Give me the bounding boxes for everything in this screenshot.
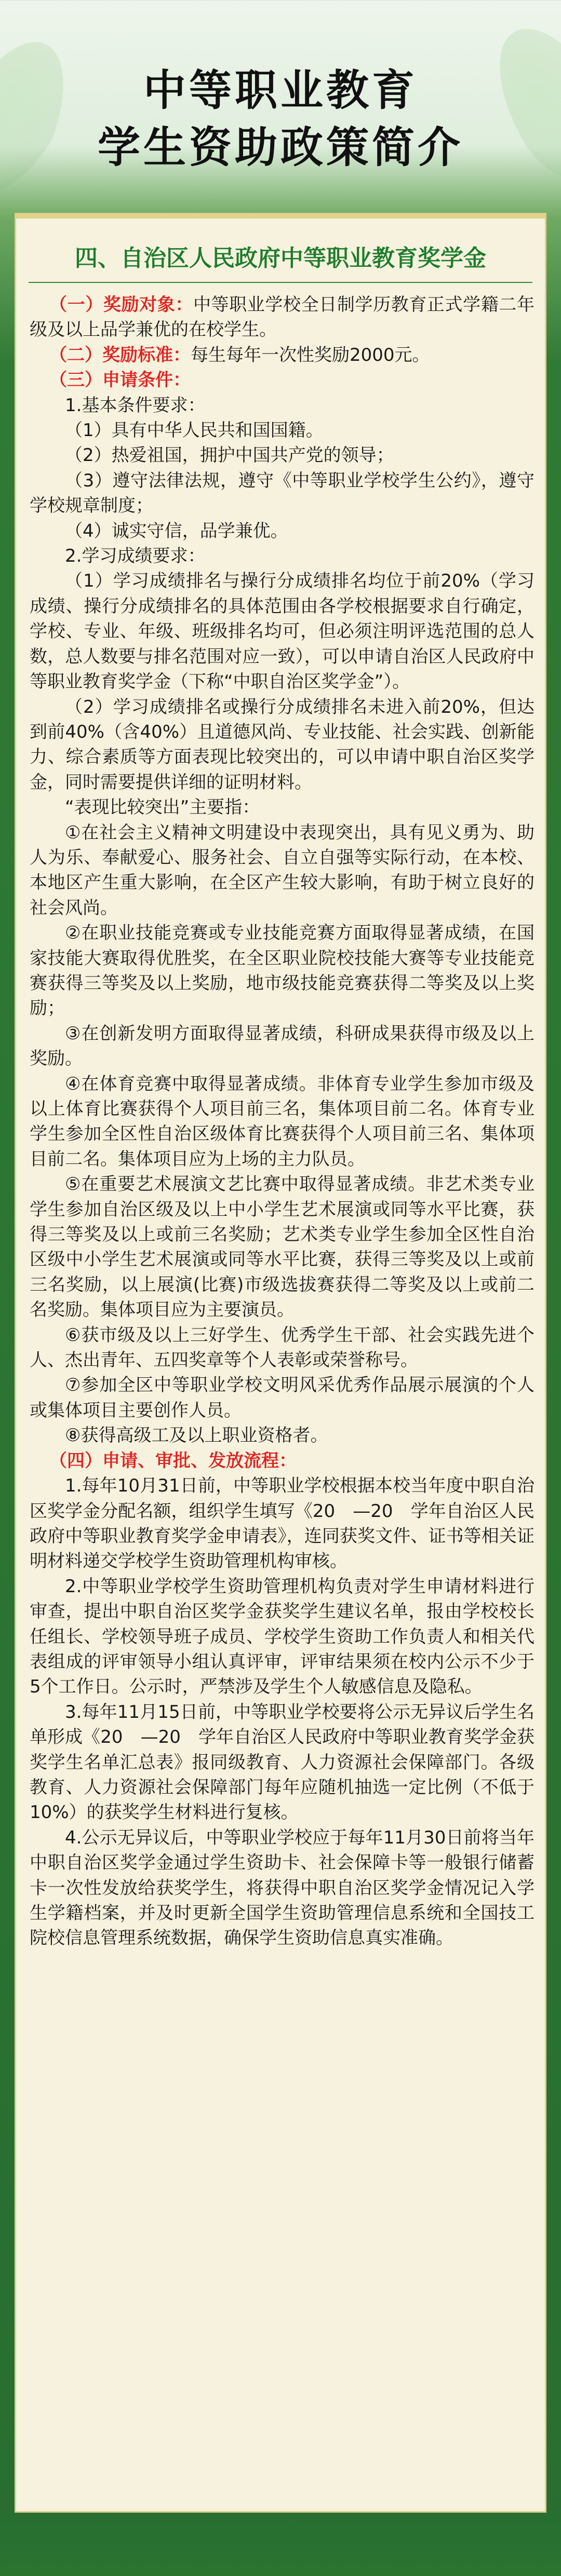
outstanding-item: ⑦参加全区中等职业学校文明风采优秀作品展示展演的个人或集体项目主要创作人员。 xyxy=(30,1375,535,1421)
label-award-target: （一）奖励对象： xyxy=(49,294,193,315)
outstanding-item: ⑤在重要艺术展演文艺比赛中取得显著成绩。非艺术类专业学生参加自治区级及以上中小学生艺术展演或同等水平比赛，获得三等奖及以上或前三名奖励；艺术类专业学生参加全区性自治区级中小学生艺术展演或同等水平比赛，获得三等奖及以上或前三名奖励，以上展演(比赛)市级选拔赛获得二等奖及以上或前二名奖励。集体项目应为主要演员。 xyxy=(30,1174,535,1321)
text-award-standard: 每生每年一次性奖励2000元。 xyxy=(191,344,430,365)
title-line-2: 学生资助政策简介 xyxy=(97,123,463,172)
outstanding-item: ②在职业技能竞赛或专业技能竞赛方面取得显著成绩，在国家技能大赛取得优胜奖，在全区职业院校技能大赛等专业技能竞赛获得三等奖及以上奖励，地市级技能竞赛获得二等奖及以上奖励； xyxy=(30,923,535,1019)
study-conditions-heading: 2.学习成绩要求： xyxy=(65,546,206,567)
section-body xyxy=(30,292,535,1951)
basic-condition-item: （1）具有中华人民共和国国籍。 xyxy=(65,420,324,441)
label-conditions: （三）申请条件： xyxy=(49,370,191,391)
paragraph-process-heading xyxy=(30,1448,535,1473)
section-heading: 四、自治区人民政府中等职业教育奖学金 xyxy=(75,245,486,272)
process-item: 2.中等职业学校学生资助管理机构负责对学生申请材料进行审查，提出中职自治区奖学金获奖学生建议名单，报由学校校长任组长、学校领导班子成员、学校学生资助工作负责人和相关代表组成的评审领导小组认真评审，评审结果须在校内公示不少于5个工作日。公示时，严禁涉及学生个人敏感信息及隐私。 xyxy=(30,1576,535,1698)
label-award-standard: （二）奖励标准： xyxy=(49,344,191,365)
label-process: （四）申请、审批、发放流程： xyxy=(49,1450,297,1471)
title-line-1: 中等职业教育 xyxy=(143,66,418,115)
section-divider xyxy=(29,282,532,283)
outstanding-item: ③在创新发明方面取得显著成绩，科研成果获得市级及以上奖励。 xyxy=(30,1023,535,1069)
paragraph-award-standard xyxy=(30,343,535,368)
basic-condition-item: （2）热爱祖国，拥护中国共产党的领导； xyxy=(65,445,394,466)
process-item: 4.公示无异议后，中等职业学校应于每年11月30日前将当年中职自治区奖学金通过学生资助卡、社会保障卡等一般银行储蓄卡一次性发放给获奖学生，将获得中职自治区奖学金情况记入学生学籍档案，并及时更新全国学生资助管理信息系统和全国技工院校信息管理系统数据，确保学生资助信息真实准确。 xyxy=(30,1827,535,1949)
outstanding-item: ④在体育竞赛中取得显著成绩。非体育专业学生参加市级及以上体育比赛获得个人项目前三名，集体项目前二名。体育专业学生参加全区性自治区级体育比赛获得个人项目前三名、集体项目前二名。集体项目应为上场的主力队员。 xyxy=(30,1073,535,1170)
text-award-target: 中等职业学校全日制学历教育正式学籍二年级及以上品学兼优的在校学生。 xyxy=(30,294,535,341)
basic-condition-item: （3）遵守法律法规，遵守《中等职业学校学生公约》，遵守学校规章制度； xyxy=(30,470,535,517)
process-item: 1.每年10月31日前，中等职业学校根据本校当年度中职自治区奖学金分配名额，组织学生填写《20 —20 学年自治区人民政府中等职业教育奖学金申请表》，连同获奖文件、证书等相关证明材料递交学校学生资助管理机构审核。 xyxy=(30,1475,535,1572)
paragraph-award-target xyxy=(30,292,535,343)
process-item: 3.每年11月15日前，中等职业学校要将公示无异议后学生名单形成《20 —20 学年自治区人民政府中等职业教育奖学金获奖学生名单汇总表》报同级教育、人力资源社会保障部门。各级教育、人力资源社会保障部门每年应随机抽选一定比例（不低于10%）的获奖学生材料进行复核。 xyxy=(30,1701,535,1823)
page-title xyxy=(0,62,561,177)
outstanding-heading: “表现比较突出”主要指： xyxy=(65,797,260,818)
content-panel xyxy=(15,213,546,2513)
panel-top-border xyxy=(16,214,545,219)
outstanding-item: ①在社会主义精神文明建设中表现突出，具有见义勇为、助人为乐、奉献爱心、服务社会、自立自强等实际行动，在本校、本地区产生重大影响，在全区产生较大影响，有助于树立良好的社会风尚。 xyxy=(30,822,535,918)
outstanding-item: ⑧获得高级工及以上职业资格者。 xyxy=(65,1425,328,1446)
bottom-decoration xyxy=(0,2519,561,2576)
basic-conditions-heading: 1.基本条件要求： xyxy=(65,395,206,416)
study-condition-item: （2）学习成绩排名或操行分成绩排名未进入前20%，但达到前40%（含40%）且道德风尚、专业技能、社会实践、创新能力、综合素质等方面表现比较突出的，可以申请中职自治区奖学金，同时需要提供详细的证明材料。 xyxy=(30,696,535,793)
paragraph-conditions-heading xyxy=(30,368,535,392)
basic-condition-item: （4）诚实守信，品学兼优。 xyxy=(65,520,288,541)
outstanding-item: ⑥获市级及以上三好学生、优秀学生干部、社会实践先进个人、杰出青年、五四奖章等个人表彰或荣誉称号。 xyxy=(30,1324,535,1371)
study-condition-item: （1）学习成绩排名与操行分成绩排名均位于前20%（学习成绩、操行分成绩排名的具体范围由各学校根据要求自行确定，学校、专业、年级、班级排名均可，但必须注明评选范围的总人数，总人数要与排名范围对应一致），可以申请自治区人民政府中等职业教育奖学金（下称“中职自治区奖学金”）。 xyxy=(30,571,535,693)
